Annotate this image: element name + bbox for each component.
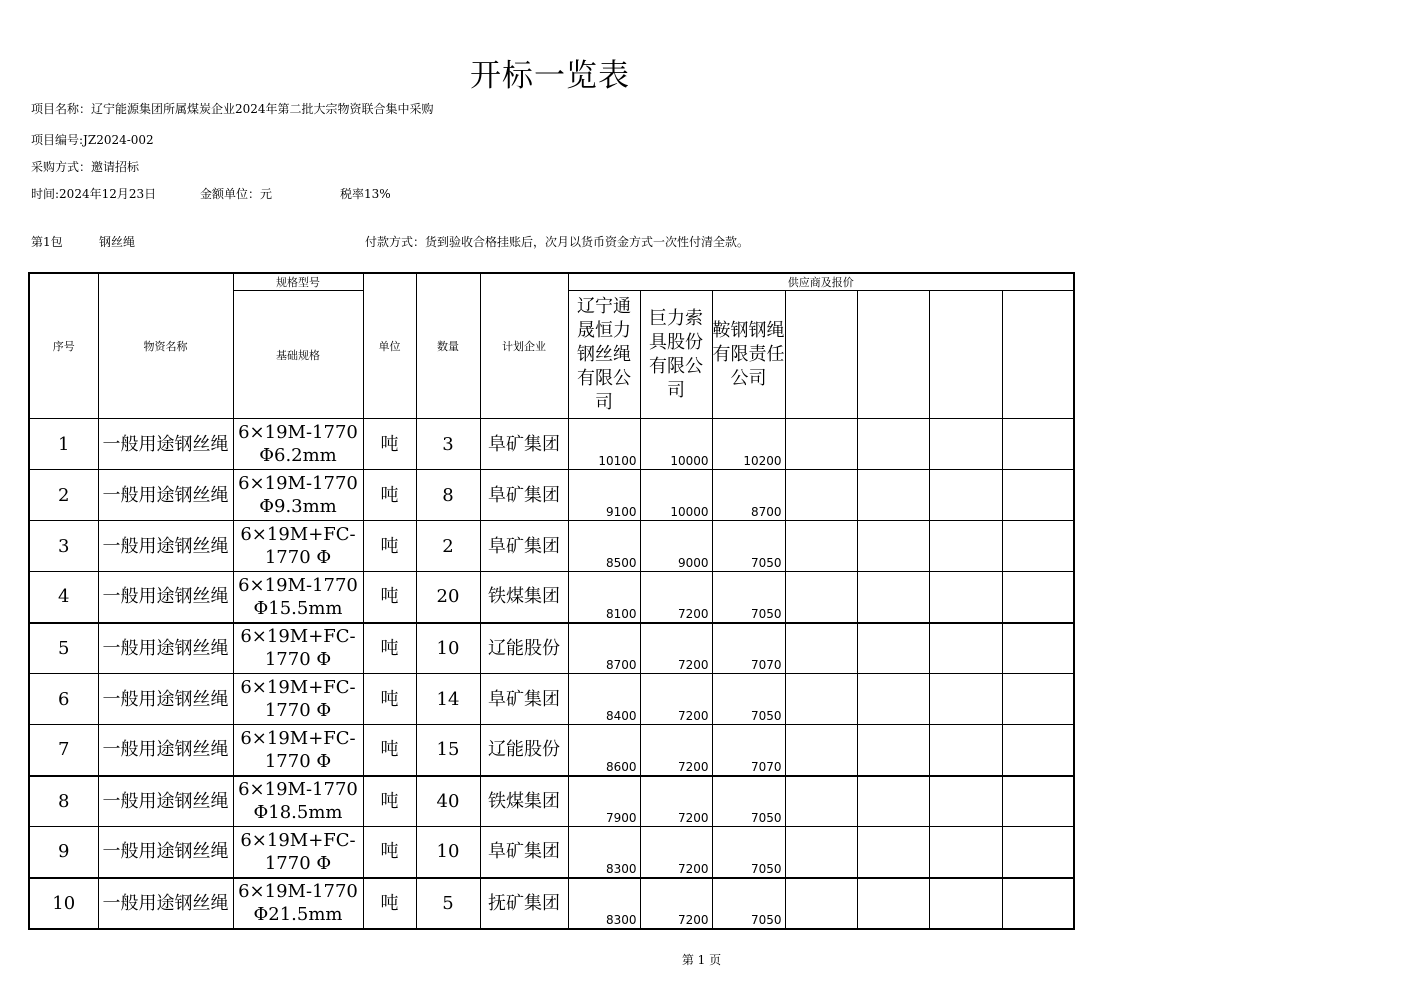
row-price-1: 8500 <box>568 521 640 572</box>
row-seq: 10 <box>29 878 98 929</box>
row-price-5 <box>857 725 929 776</box>
row-unit: 吨 <box>363 470 416 521</box>
row-price-5 <box>857 470 929 521</box>
table-row <box>29 521 1074 572</box>
row-spec: 6×19M+FC-1770 Φ <box>233 725 363 776</box>
row-plan: 铁煤集团 <box>480 776 568 827</box>
row-price-4 <box>785 827 857 878</box>
row-price-6 <box>929 827 1002 878</box>
header-spec: 基础规格 <box>233 291 363 419</box>
page-title: 开标一览表 <box>470 58 630 94</box>
header-unit: 单位 <box>363 273 416 419</box>
row-price-7 <box>1002 419 1074 470</box>
row-price-2: 7200 <box>640 674 712 725</box>
row-price-4 <box>785 776 857 827</box>
table-row <box>29 776 1074 827</box>
row-price-6 <box>929 674 1002 725</box>
currency-unit: 金额单位：元 <box>200 187 273 201</box>
row-plan: 阜矿集团 <box>480 521 568 572</box>
row-price-3: 8700 <box>712 470 785 521</box>
row-name: 一般用途钢丝绳 <box>98 623 233 674</box>
row-plan: 辽能股份 <box>480 725 568 776</box>
row-price-2: 7200 <box>640 623 712 674</box>
package-number: 第1包 <box>31 235 63 249</box>
row-price-7 <box>1002 776 1074 827</box>
row-spec: 6×19M-1770 Φ18.5mm <box>233 776 363 827</box>
row-spec: 6×19M+FC-1770 Φ <box>233 827 363 878</box>
row-price-5 <box>857 521 929 572</box>
row-qty: 20 <box>416 572 480 623</box>
row-spec: 6×19M+FC-1770 Φ <box>233 674 363 725</box>
row-price-4 <box>785 470 857 521</box>
row-price-7 <box>1002 674 1074 725</box>
row-plan: 阜矿集团 <box>480 827 568 878</box>
row-price-2: 7200 <box>640 776 712 827</box>
row-price-7 <box>1002 470 1074 521</box>
row-price-3: 10200 <box>712 419 785 470</box>
row-plan: 辽能股份 <box>480 623 568 674</box>
row-unit: 吨 <box>363 827 416 878</box>
row-name: 一般用途钢丝绳 <box>98 725 233 776</box>
row-price-2: 7200 <box>640 572 712 623</box>
row-price-1: 8100 <box>568 572 640 623</box>
supplier-4 <box>785 291 857 419</box>
row-name: 一般用途钢丝绳 <box>98 827 233 878</box>
header-qty: 数量 <box>416 273 480 419</box>
row-seq: 1 <box>29 419 98 470</box>
supplier-2: 巨力索具股份有限公司 <box>640 291 712 419</box>
row-plan: 铁煤集团 <box>480 572 568 623</box>
supplier-5 <box>857 291 929 419</box>
row-qty: 10 <box>416 827 480 878</box>
row-price-5 <box>857 419 929 470</box>
row-price-6 <box>929 623 1002 674</box>
row-spec: 6×19M-1770 Φ15.5mm <box>233 572 363 623</box>
row-name: 一般用途钢丝绳 <box>98 521 233 572</box>
row-unit: 吨 <box>363 521 416 572</box>
row-price-7 <box>1002 623 1074 674</box>
table-row <box>29 725 1074 776</box>
row-price-1: 8400 <box>568 674 640 725</box>
row-plan: 阜矿集团 <box>480 419 568 470</box>
row-price-2: 10000 <box>640 470 712 521</box>
row-price-7 <box>1002 572 1074 623</box>
row-name: 一般用途钢丝绳 <box>98 878 233 929</box>
row-spec: 6×19M-1770 Φ6.2mm <box>233 419 363 470</box>
table-row <box>29 470 1074 521</box>
bid-time: 时间:2024年12月23日 <box>31 187 157 201</box>
row-price-6 <box>929 521 1002 572</box>
row-unit: 吨 <box>363 878 416 929</box>
row-plan: 阜矿集团 <box>480 470 568 521</box>
row-price-6 <box>929 776 1002 827</box>
row-price-2: 7200 <box>640 725 712 776</box>
page-number: 第 1 页 <box>681 953 722 967</box>
project-name: 项目名称：辽宁能源集团所属煤炭企业2024年第二批大宗物资联合集中采购 <box>31 102 434 116</box>
table-row <box>29 674 1074 725</box>
row-seq: 5 <box>29 623 98 674</box>
row-price-3: 7070 <box>712 725 785 776</box>
table-row <box>29 878 1074 929</box>
row-price-3: 7050 <box>712 674 785 725</box>
supplier-7 <box>1002 291 1074 419</box>
row-qty: 10 <box>416 623 480 674</box>
row-qty: 3 <box>416 419 480 470</box>
row-qty: 14 <box>416 674 480 725</box>
table-row <box>29 419 1074 470</box>
row-name: 一般用途钢丝绳 <box>98 419 233 470</box>
bid-table <box>28 272 1075 930</box>
row-seq: 6 <box>29 674 98 725</box>
row-spec: 6×19M-1770 Φ9.3mm <box>233 470 363 521</box>
row-price-1: 8600 <box>568 725 640 776</box>
header-seq: 序号 <box>29 273 98 419</box>
row-plan: 阜矿集团 <box>480 674 568 725</box>
row-price-1: 10100 <box>568 419 640 470</box>
row-price-5 <box>857 776 929 827</box>
row-price-2: 7200 <box>640 878 712 929</box>
header-spec-group: 规格型号 <box>233 273 363 291</box>
row-seq: 4 <box>29 572 98 623</box>
table-row <box>29 623 1074 674</box>
row-price-7 <box>1002 827 1074 878</box>
row-name: 一般用途钢丝绳 <box>98 674 233 725</box>
row-unit: 吨 <box>363 725 416 776</box>
row-price-6 <box>929 572 1002 623</box>
row-price-3: 7050 <box>712 572 785 623</box>
row-name: 一般用途钢丝绳 <box>98 572 233 623</box>
row-unit: 吨 <box>363 419 416 470</box>
project-number: 项目编号:JZ2024-002 <box>31 133 154 147</box>
row-price-5 <box>857 827 929 878</box>
row-seq: 8 <box>29 776 98 827</box>
row-price-1: 8300 <box>568 827 640 878</box>
row-price-2: 10000 <box>640 419 712 470</box>
header-supplier-group: 供应商及报价 <box>568 273 1074 291</box>
row-price-6 <box>929 419 1002 470</box>
row-price-3: 7050 <box>712 827 785 878</box>
row-price-3: 7050 <box>712 521 785 572</box>
supplier-1: 辽宁通晟恒力钢丝绳有限公司 <box>568 291 640 419</box>
payment-terms: 付款方式：货到验收合格挂账后，次月以货币资金方式一次性付清全款。 <box>365 235 750 249</box>
package-name: 钢丝绳 <box>99 235 136 249</box>
header-name: 物资名称 <box>98 273 233 419</box>
row-price-4 <box>785 878 857 929</box>
supplier-3: 鞍钢钢绳有限责任公司 <box>712 291 785 419</box>
row-price-4 <box>785 572 857 623</box>
row-seq: 3 <box>29 521 98 572</box>
supplier-6 <box>929 291 1002 419</box>
row-qty: 40 <box>416 776 480 827</box>
row-qty: 2 <box>416 521 480 572</box>
row-unit: 吨 <box>363 674 416 725</box>
row-name: 一般用途钢丝绳 <box>98 470 233 521</box>
row-price-6 <box>929 470 1002 521</box>
purchase-method: 采购方式：邀请招标 <box>31 160 140 174</box>
row-price-6 <box>929 725 1002 776</box>
row-price-3: 7050 <box>712 878 785 929</box>
row-seq: 7 <box>29 725 98 776</box>
row-price-2: 7200 <box>640 827 712 878</box>
row-price-4 <box>785 725 857 776</box>
row-price-1: 9100 <box>568 470 640 521</box>
header-plan: 计划企业 <box>480 273 568 419</box>
row-price-3: 7070 <box>712 623 785 674</box>
row-price-1: 8700 <box>568 623 640 674</box>
row-price-4 <box>785 674 857 725</box>
row-price-4 <box>785 521 857 572</box>
row-spec: 6×19M+FC-1770 Φ <box>233 623 363 674</box>
row-price-1: 7900 <box>568 776 640 827</box>
row-price-3: 7050 <box>712 776 785 827</box>
row-spec: 6×19M-1770 Φ21.5mm <box>233 878 363 929</box>
row-seq: 9 <box>29 827 98 878</box>
tax-rate: 税率13% <box>340 187 391 201</box>
row-price-7 <box>1002 725 1074 776</box>
row-price-5 <box>857 674 929 725</box>
row-unit: 吨 <box>363 572 416 623</box>
row-price-4 <box>785 623 857 674</box>
row-price-5 <box>857 572 929 623</box>
row-price-7 <box>1002 521 1074 572</box>
row-name: 一般用途钢丝绳 <box>98 776 233 827</box>
row-qty: 5 <box>416 878 480 929</box>
row-price-5 <box>857 623 929 674</box>
row-qty: 8 <box>416 470 480 521</box>
row-unit: 吨 <box>363 623 416 674</box>
row-price-7 <box>1002 878 1074 929</box>
row-qty: 15 <box>416 725 480 776</box>
row-price-6 <box>929 878 1002 929</box>
table-row <box>29 572 1074 623</box>
row-seq: 2 <box>29 470 98 521</box>
row-spec: 6×19M+FC-1770 Φ <box>233 521 363 572</box>
row-plan: 抚矿集团 <box>480 878 568 929</box>
row-price-4 <box>785 419 857 470</box>
row-price-1: 8300 <box>568 878 640 929</box>
row-price-5 <box>857 878 929 929</box>
row-unit: 吨 <box>363 776 416 827</box>
table-row <box>29 827 1074 878</box>
row-price-2: 9000 <box>640 521 712 572</box>
